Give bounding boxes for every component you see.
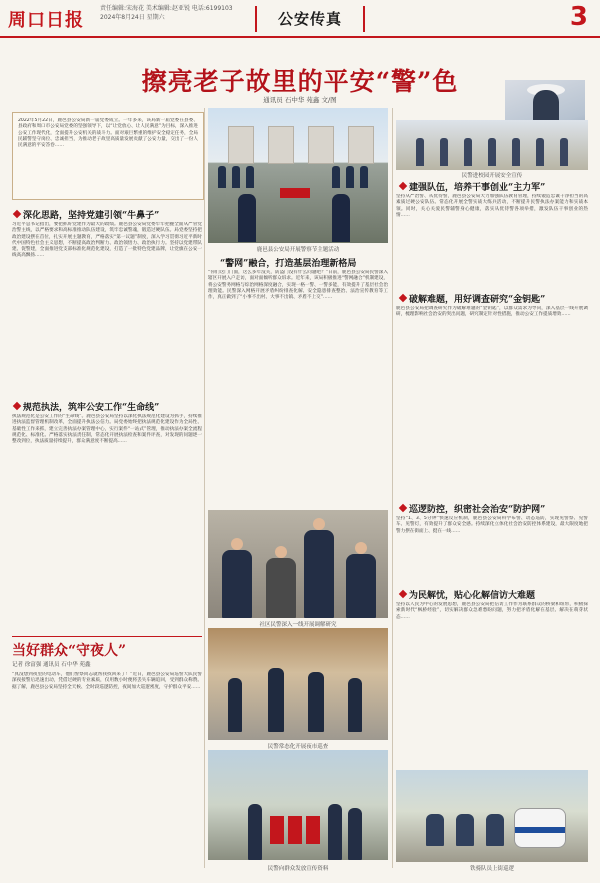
motorcycle-rider	[426, 814, 444, 846]
motorcycle-rider	[456, 814, 474, 846]
photo-caption: 铁骑队员上街巡逻	[469, 866, 514, 872]
officer-figure	[218, 166, 226, 188]
officer-figure	[246, 166, 254, 188]
officer-figure	[332, 194, 350, 242]
officer-figure	[268, 668, 284, 732]
divider-line	[12, 636, 202, 637]
section-heading-7: 为民解忧，贴心化解信访大难题	[400, 588, 535, 601]
person-face	[355, 542, 367, 554]
column-rule	[392, 108, 393, 868]
section-heading-6: 巡逻防控，织密社会治安“防护网”	[400, 502, 545, 515]
officer-figure	[360, 166, 368, 188]
headline-byline: 通讯员 石中华 苑鑫 文/图	[263, 96, 337, 104]
person-face	[313, 518, 325, 530]
section-heading-5: 破解难题，用好调查研究“金钥匙”	[400, 292, 545, 305]
diamond-icon	[399, 504, 407, 512]
newspaper-logo: 周口日报	[8, 10, 84, 31]
photo-caption: 民警进校园开展安全宣传	[461, 173, 523, 179]
officer-figure	[328, 804, 342, 860]
person-figure	[346, 554, 376, 618]
section-text-1: 习近平总书记指出，要把抓好党建作为最大的政绩。鹿邑县公安局党委牢牢把握全面从严管党治警主线，以严格要求和高标准推动队伍建设，筑牢忠诚警魂，锻造过硬队伍。局党委坚持把政治建设摆在首位，扎实开展主题教育，严格落实“第一议题”制度，深入学习贯彻习近平新时代中国特色社会主义思想，不断提高政治判断力、政治领悟力、政治执行力。坚持以党建带队建、促警建，全面推进党支部标准化规范化建设，打造了一批特色党建品牌，让党旗在公安一线高高飘扬……	[12, 222, 202, 259]
column-rule	[204, 108, 205, 868]
guard-story-text: “真没想到夜里的电动车，他们警察同志就帮我找回来了！”近日，鹿邑县公安局巡警大队民警深夜接警后迅速出动，凭借过硬的专业素质，仅用数小时便将丢失车辆追回，受到群众称赞。据了解，鹿邑县公安局坚持全天候、全时段巡逻防控，夜间加大巡逻密度，守护群众平安……	[12, 672, 202, 690]
diamond-icon	[13, 402, 21, 410]
section-text-2: 执法规范化是公安工作的“生命线”。鹿邑县公安局坚持以深化执法规范化建设为抓手，持续推进执法监督管理机制改革，全面提升执法公信力。局党委始终把执法规范化建设作为全局性、基础性工作来抓，建立完善执法办案管理中心，实行案件“一站式”管理，推动执法办案全流程规范化、标准化。严格落实执法责任制，常态化开展执法检查和案件评查，对发现的问题逐一整改到位，执法质量持续提升，群众满意度不断提高……	[12, 414, 202, 445]
edition-meta	[100, 4, 233, 22]
photo-motorcycle-patrol	[396, 770, 588, 862]
intro-text: 2022年5月22日，鹿邑县公安局新一届党委成立。一年多来，该局新一届党委在县委、县政府和周口市公安局党委的坚强领导下，以“让党放心、让人民满意”为目标，深入推进公安工作现代化，全面提升公安机关的战斗力。面对艰巨繁重的维护安全稳定任务，全局民辅警坚守岗位、忠诚担当，为推动老子故里高质量发展贡献了公安力量，交出了一份人民满意的平安答卷……	[18, 118, 198, 149]
person-figure	[440, 138, 448, 166]
section-text-5: 鹿邑县公安局把调查研究作为破解难题的“金钥匙”，以群众需求为导向，深入基层一线开展调研，梳理影响社会治安的突出问题，研究制定针对性措施，推动公安工作提质增效……	[396, 306, 588, 318]
person-face	[275, 546, 287, 558]
red-banner	[288, 816, 302, 844]
section-text-7: 坚持以人民为中心的发展思想，鹿邑县公安局把信访工作作为联系群众的桥梁和纽带，积极探索新时代“枫桥经验”，切实解决群众急难愁盼问题，努力把矛盾化解在基层、解决在萌芽状态……	[396, 602, 588, 620]
person-face	[231, 538, 243, 550]
masthead	[0, 0, 600, 38]
diamond-icon	[399, 294, 407, 302]
guard-story-byline: 记者 徐富强 通讯员 石中华 苑鑫	[12, 662, 91, 668]
photo-ceremony	[208, 108, 388, 243]
red-flag	[280, 188, 310, 198]
person-figure	[560, 138, 568, 166]
officer-figure	[332, 166, 340, 188]
officer-figure	[238, 194, 256, 242]
section-box	[255, 6, 365, 32]
police-car	[514, 808, 566, 848]
person-figure	[512, 138, 520, 166]
person-figure	[304, 530, 334, 618]
motorcycle-rider	[486, 814, 504, 846]
officer-figure	[228, 678, 242, 732]
photo-night-patrol	[208, 628, 388, 740]
officer-figure	[232, 166, 240, 188]
section-text-3: “你们这门门面，这么多年没关，防盗门没有什么问题吧？”日前，鹿邑县公安局民警深入辖区开展入户走访，面对面倾听群众诉求。近年来，该局积极推进“警网融合”机制建设，将公安警务网格与综治网格深度融合，实现一格一警、一警多能，有效提升了基层社会治理效能。民警深入网格开展矛盾纠纷排查化解、安全隐患排查整治、法治宣传教育等工作，真正做到了“小事不出村、大事不出镇、矛盾不上交”……	[208, 270, 388, 301]
officer-figure	[348, 808, 362, 860]
person-figure	[464, 138, 472, 166]
section-heading-1: 深化思路，坚持党建引领“牛鼻子”	[14, 208, 159, 221]
red-banner	[270, 816, 284, 844]
building-shape	[348, 126, 374, 164]
photo-school-visit	[396, 120, 588, 170]
diamond-icon	[399, 182, 407, 190]
photo-caption: 社区民警深入一线开展调解研究	[259, 622, 337, 628]
section-text-6: 坚持“1、3、5分钟”快速反应机制，鹿邑县公安局科学布警、动态巡防，实现见警察、见警车、见警灯，有效提升了群众安全感。持续深化立体化社会治安防控体系建设，最大限度地把警力摆在街面上、挺在一线……	[396, 516, 588, 534]
officer-figure	[248, 804, 262, 860]
guard-story-title: 当好群众“守夜人”	[12, 643, 127, 659]
page-headline: 擦亮老子故里的平安“警”色	[141, 67, 459, 96]
photo-caption: 民警向群众发放宣传资料	[267, 866, 329, 872]
red-banner	[306, 816, 320, 844]
section-heading-3: “警网”融合，打造基层治理新格局	[220, 259, 357, 269]
photo-community-visit	[208, 510, 388, 618]
officer-figure	[308, 672, 324, 732]
building-shape	[228, 126, 254, 164]
photo-caption: 民警常态化开展夜市巡查	[267, 744, 329, 750]
person-figure	[416, 138, 424, 166]
section-heading-2: 规范执法，筑牢公安工作“生命线”	[14, 400, 159, 413]
diamond-icon	[13, 210, 21, 218]
diamond-icon	[399, 590, 407, 598]
building-shape	[308, 126, 334, 164]
editor-info: 责任编辑:宋海花 美术编辑:赵亚锐 电话:6199103	[100, 5, 233, 12]
officer-figure	[348, 678, 362, 732]
issue-date: 2024年8月24日 星期六	[100, 14, 165, 21]
page-number: 3	[569, 2, 588, 32]
person-figure	[266, 558, 296, 618]
section-heading-4: 建强队伍，培养干事创业“主力军”	[400, 180, 545, 193]
intro-box	[12, 112, 204, 200]
officer-figure	[346, 166, 354, 188]
person-figure	[222, 550, 252, 618]
section-text-4: 坚持从严治警、从优待警，鹿邑县公安局大力加强队伍教育管理，持续锻造忠诚干净担当的高素质过硬公安队伍。常态化开展全警实战大练兵活动，不断提升民警执法办案能力和实战本领。同时，关心关爱民警辅警身心健康，落实从优待警各项举措，激发队伍干事创业的热情……	[396, 194, 588, 218]
photo-publicity	[208, 750, 388, 860]
car-stripe	[515, 827, 565, 833]
section-title: 公安传真	[277, 10, 342, 28]
person-figure	[536, 138, 544, 166]
photo-caption: 鹿邑县公安局开展警察节主题活动	[256, 247, 340, 253]
building-shape	[268, 126, 294, 164]
person-figure	[488, 138, 496, 166]
